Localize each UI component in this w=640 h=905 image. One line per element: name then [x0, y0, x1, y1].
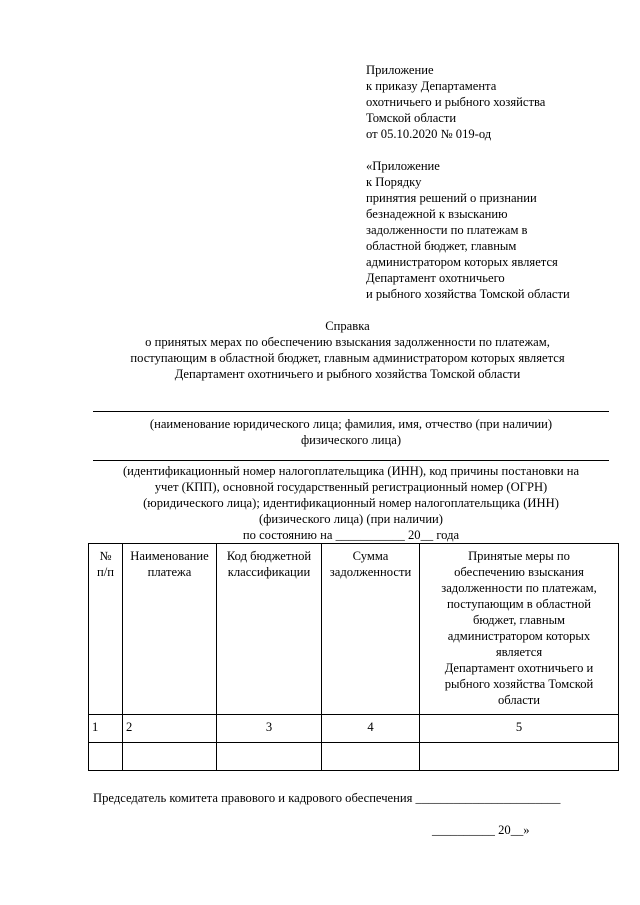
header-line: обеспечению взыскания — [454, 565, 584, 579]
appendix-header-line: от 05.10.2020 № 019-од — [366, 127, 492, 141]
header-line: Сумма — [352, 549, 389, 563]
header-line: области — [497, 693, 541, 707]
column-number-cell: 2 — [123, 715, 217, 743]
title-line: Департамент охотничьего и рыбного хозяйства Томской области — [174, 367, 521, 381]
header-line: Код бюджетной — [226, 549, 312, 563]
header-line: Департамент охотничьего и — [444, 661, 594, 675]
appendix-sub-line: Департамент охотничьего — [366, 271, 505, 285]
header-debt-amount — [322, 544, 420, 715]
header-line: задолженности по платежам, — [441, 581, 597, 595]
appendix-sub-line: и рыбного хозяйства Томской области — [366, 287, 570, 301]
signature-line: Председатель комитета правового и кадрового обеспечения _______________________ — [93, 791, 561, 805]
header-line: администратором которых — [447, 629, 591, 643]
appendix-header-line: охотничьего и рыбного хозяйства — [366, 95, 546, 109]
appendix-sub-line: безнадежной к взысканию — [366, 207, 508, 221]
title-line: поступающим в областной бюджет, главным администратором которых является — [130, 351, 565, 365]
header-line: Наименование — [130, 549, 209, 563]
table-cell — [322, 743, 420, 771]
header-line: задолженности — [329, 565, 412, 579]
column-number-cell: 1 — [89, 715, 123, 743]
inn-caption-line: учет (КПП), основной государственный регистрационный номер (ОГРН) — [154, 480, 548, 494]
column-number-cell: 3 — [217, 715, 322, 743]
debt-measures-table — [88, 543, 619, 771]
title-line: Справка — [325, 319, 370, 333]
table-cell — [217, 743, 322, 771]
header-budget-code — [217, 544, 322, 715]
table-cell — [89, 743, 123, 771]
inn-caption-line: (физического лица) (при наличии) — [259, 512, 443, 526]
document-title — [0, 318, 640, 382]
as-of-date: по состоянию на ___________ 20__ года — [242, 528, 460, 542]
header-number — [89, 544, 123, 715]
table-row — [89, 715, 619, 743]
name-caption — [93, 416, 609, 448]
inn-field-line — [93, 460, 609, 461]
table-cell — [420, 743, 619, 771]
header-line: является — [495, 645, 543, 659]
name-caption-line: (наименование юридического лица; фамилия, имя, отчество (при наличии) — [149, 417, 553, 431]
table-cell — [123, 743, 217, 771]
appendix-header-line: Томской области — [366, 111, 457, 125]
column-number-cell: 5 — [420, 715, 619, 743]
table-row — [89, 743, 619, 771]
inn-caption — [93, 463, 609, 527]
header-line: поступающим в областной — [446, 597, 592, 611]
header-line: Принятые меры по — [468, 549, 570, 563]
header-line: бюджет, главным — [472, 613, 566, 627]
header-line: п/п — [97, 565, 114, 579]
appendix-sub-line: администратором которых является — [366, 255, 558, 269]
title-line: о принятых мерах по обеспечению взыскания задолженности по платежам, — [145, 335, 550, 349]
appendix-header — [366, 62, 545, 142]
header-line: рыбного хозяйства Томской — [444, 677, 594, 691]
header-measures — [420, 544, 619, 715]
name-field-line — [93, 411, 609, 412]
appendix-header-line: Приложение — [366, 63, 434, 77]
header-line: классификации — [227, 565, 311, 579]
date-line: __________ 20__» — [432, 823, 530, 837]
column-number-cell: 4 — [322, 715, 420, 743]
appendix-sub-line: «Приложение — [366, 159, 440, 173]
appendix-sub-line: к Порядку — [366, 175, 422, 189]
appendix-header-line: к приказу Департамента — [366, 79, 497, 93]
appendix-sub-line: принятия решений о признании — [366, 191, 537, 205]
name-caption-line: физического лица) — [300, 433, 402, 447]
header-line: № — [99, 549, 112, 563]
table-header-row — [89, 544, 619, 715]
appendix-sub-line: областной бюджет, главным — [366, 239, 517, 253]
header-line: платежа — [147, 565, 192, 579]
appendix-subheader — [366, 158, 570, 302]
inn-caption-line: (юридического лица); идентификационный номер налогоплательщика (ИНН) — [143, 496, 559, 510]
inn-caption-line: (идентификационный номер налогоплательщика (ИНН), код причины постановки на — [122, 464, 580, 478]
header-payment-name — [123, 544, 217, 715]
appendix-sub-line: задолженности по платежам в — [366, 223, 528, 237]
